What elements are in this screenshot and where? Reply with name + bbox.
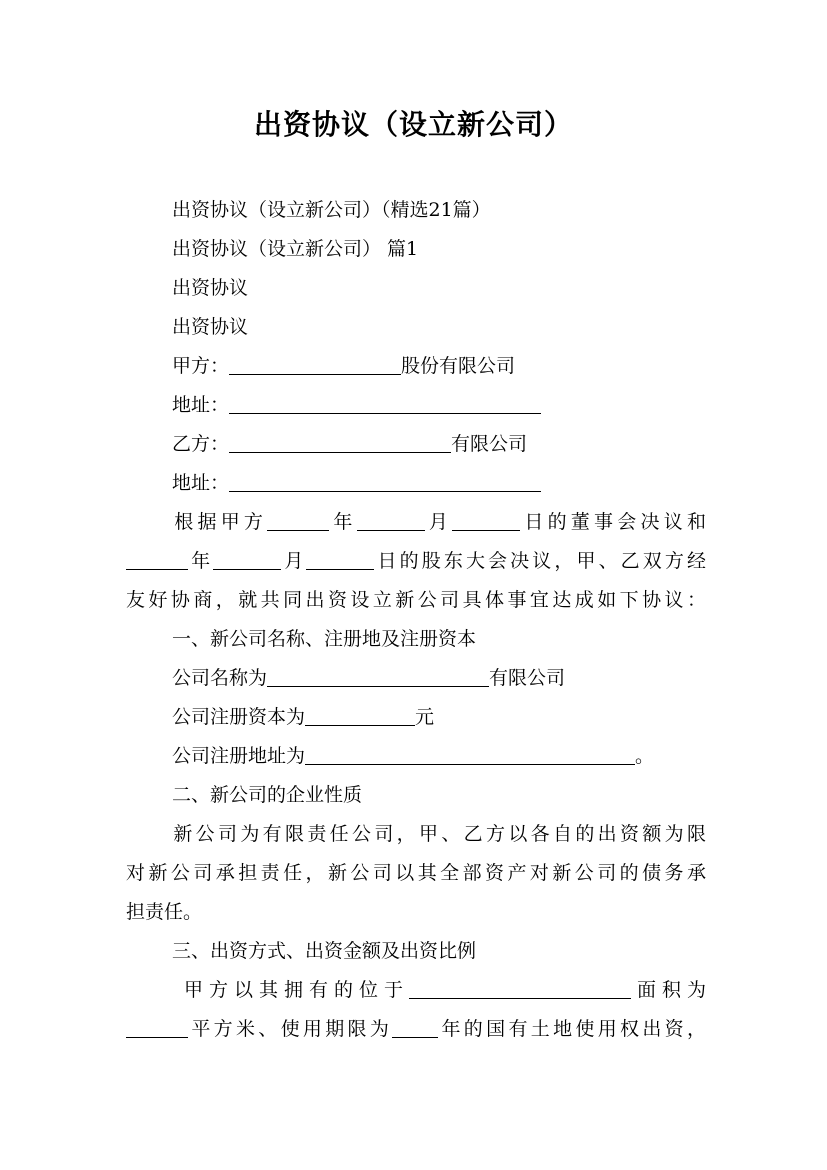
paragraph-line: [126, 549, 706, 573]
address-label: 地址：: [172, 394, 230, 416]
section-heading: 三、出资方式、出资金额及出资比例: [172, 940, 477, 962]
paragraph-line: 担责任。: [126, 901, 203, 923]
text-span: 年的国有土地使用权出资，: [438, 1018, 706, 1040]
text-span: 公司名称为: [172, 667, 268, 689]
blank-field: [229, 393, 541, 414]
section-heading: 二、新公司的企业性质: [172, 784, 363, 806]
blank-field: [213, 549, 281, 570]
text-span: 元: [415, 706, 435, 728]
blank-field: [305, 705, 415, 726]
blank-field: [229, 471, 541, 492]
blank-field: [267, 666, 489, 687]
registered-address-line: [172, 744, 654, 768]
text-span: 面积为: [630, 979, 706, 1001]
blank-field: [267, 510, 329, 531]
blank-field: [306, 549, 374, 570]
paragraph-line: [126, 1017, 706, 1041]
paragraph-line: [126, 978, 706, 1002]
blank-field: [126, 1017, 188, 1038]
blank-field: [392, 1017, 438, 1038]
text-span: 公司注册地址为: [172, 745, 306, 767]
party-b-suffix: 有限公司: [451, 433, 528, 455]
text-span: 。: [635, 745, 655, 767]
text-span: 有限公司: [489, 667, 566, 689]
text-span: 月: [424, 511, 453, 533]
blank-field: [229, 432, 451, 453]
blank-field: [409, 978, 631, 999]
registered-capital-line: [172, 705, 434, 729]
paragraph-line: 友好协商，就共同出资设立新公司具体事宜达成如下协议：: [126, 589, 706, 611]
text-span: 新公司为有限责任公司，甲、乙方以各自的出资额为限: [170, 823, 706, 845]
paragraph-line: 对新公司承担责任，新公司以其全部资产对新公司的债务承: [126, 862, 706, 884]
text-span: 日的董事会决议和: [520, 511, 706, 533]
blank-field: [452, 510, 520, 531]
text-span: 日的股东大会决议，甲、乙双方经: [374, 550, 706, 572]
party-a-address-line: [172, 393, 541, 417]
blank-field: [357, 510, 425, 531]
document-title: 出资协议（设立新公司）: [253, 108, 573, 141]
paragraph-line: [126, 510, 706, 534]
blank-field: [305, 744, 635, 765]
company-name-line: [172, 666, 565, 690]
text-span: 年: [329, 511, 357, 533]
text-span: 根据甲方: [170, 511, 268, 533]
party-b-address-line: [172, 471, 541, 495]
party-a-label: 甲方：: [172, 355, 230, 377]
blank-field: [126, 549, 188, 570]
text-span: 平方米、使用期限为: [188, 1018, 393, 1040]
blank-field: [229, 354, 401, 375]
paragraph-line: [126, 822, 706, 846]
party-b-label: 乙方：: [172, 433, 230, 455]
text-line: 出资协议: [172, 316, 249, 338]
text-span: 年: [188, 550, 214, 572]
text-line: 出资协议: [172, 277, 249, 299]
text-span: 月: [281, 550, 307, 572]
address-label: 地址：: [172, 472, 230, 494]
party-b-line: [172, 432, 527, 456]
text-span: 公司注册资本为: [172, 706, 306, 728]
subtitle-line: 出资协议（设立新公司）（精选21篇）: [172, 199, 491, 221]
section-heading-line: 出资协议（设立新公司） 篇1: [172, 238, 419, 260]
party-a-suffix: 股份有限公司: [401, 355, 516, 377]
text-span: 甲方以其拥有的位于: [178, 979, 409, 1001]
section-heading: 一、新公司名称、注册地及注册资本: [172, 628, 477, 650]
party-a-line: [172, 354, 515, 378]
